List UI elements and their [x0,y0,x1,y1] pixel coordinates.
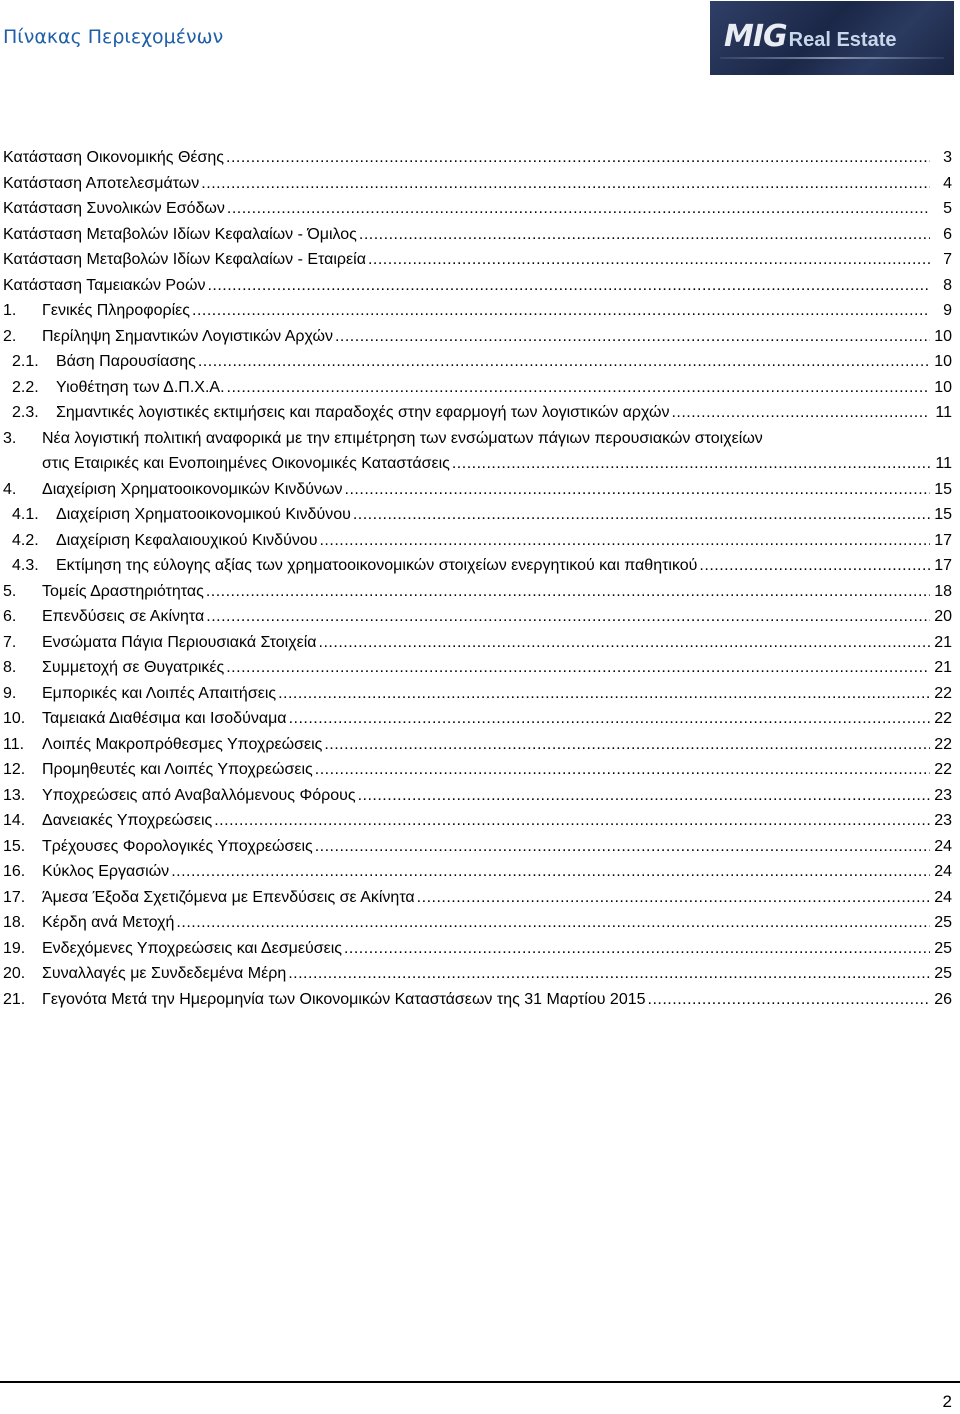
toc-leader-dots [192,298,930,324]
toc-entry[interactable] [0,553,960,579]
toc-entry-page: 6 [943,225,952,243]
toc-entry-number: 7. [3,633,17,651]
toc-entry-page: 11 [935,455,952,472]
toc-leader-dots [315,834,930,860]
toc-entry-page: 22 [934,761,952,778]
toc-entry-number: 15. [3,837,26,855]
toc-leader-dots [319,630,930,656]
toc-entry[interactable] [0,196,960,222]
toc-entry-number: 17. [3,888,26,906]
toc-leader-dots [288,961,930,987]
toc-entry[interactable] [0,910,960,936]
toc-leader-dots [353,502,930,528]
toc-entry-page: 25 [934,939,952,957]
toc-entry[interactable] [0,477,960,503]
toc-entry-page: 7 [943,251,952,268]
toc-entry-title: Κατάσταση Ταμειακών Ροών [3,276,206,294]
toc-leader-dots [278,681,930,707]
table-of-contents [0,145,960,1012]
toc-entry-number: 12. [3,761,26,778]
toc-entry-page: 18 [934,582,952,600]
toc-leader-dots [315,757,930,783]
toc-leader-dots [359,222,930,248]
toc-entry[interactable] [0,706,960,732]
toc-leader-dots [207,273,930,299]
toc-entry-title: Συναλλαγές με Συνδεδεμένα Μέρη [42,965,287,982]
toc-entry-title: Άμεσα Έξοδα Σχετιζόμενα με Επενδύσεις σε Ακίνητα [42,888,415,906]
logo-text-main: MIG [724,19,787,54]
toc-entry-number: 4.3. [12,557,39,574]
toc-entry-page: 5 [943,200,952,217]
toc-entry-title: Σημαντικές λογιστικές εκτιμήσεις και παραδοχές στην εφαρμογή των λογιστικών αρχών [56,404,670,421]
toc-entry-page: 22 [934,684,952,702]
toc-entry-page: 11 [935,404,952,421]
toc-entry[interactable] [0,298,960,324]
toc-entry-page: 9 [943,302,952,319]
toc-entry-number: 18. [3,914,26,931]
toc-entry-title: Νέα λογιστική πολιτική αναφορικά με την επιμέτρηση των ενσώματων πάγιων περουσιακών στοιχείων [42,429,763,447]
toc-entry[interactable] [0,808,960,834]
toc-entry-title: Κατάσταση Οικονομικής Θέσης [3,149,224,166]
toc-entry-title: Υιοθέτηση των Δ.Π.Χ.Α. [56,378,225,396]
toc-leader-dots [227,196,930,222]
toc-entry-page: 26 [934,990,952,1008]
toc-entry-title: Επενδύσεις σε Ακίνητα [42,608,205,625]
toc-entry-page: 22 [934,710,952,727]
toc-entry-title: Ταμειακά Διαθέσιμα και Ισοδύναμα [42,710,287,727]
toc-entry-number: 4.1. [12,506,39,523]
toc-entry-number: 8. [3,659,17,676]
toc-entry-title: Γεγονότα Μετά την Ημερομηνία των Οικονομικών Καταστάσεων της 31 Μαρτίου 2015 [42,990,646,1008]
toc-entry[interactable] [0,171,960,197]
toc-entry-page: 25 [934,965,952,982]
toc-entry-page: 25 [934,914,952,931]
toc-entry-number: 21. [3,990,26,1008]
toc-entry-number: 4. [3,480,17,498]
toc-entry-page: 23 [934,812,952,829]
footer-divider [0,1381,960,1383]
toc-entry[interactable] [0,630,960,656]
toc-entry-page: 21 [934,659,952,676]
toc-entry-number: 2.3. [12,404,39,421]
toc-leader-dots [324,732,930,758]
toc-entry-title: Υποχρεώσεις από Αναβαλλόμενους Φόρους [42,786,356,804]
toc-entry[interactable] [0,783,960,809]
toc-entry-title: Κύκλος Εργασιών [42,863,170,880]
page-number: 2 [942,1392,952,1411]
toc-entry-title: Κατάσταση Μεταβολών Ιδίων Κεφαλαίων - Όμιλος [3,225,357,243]
toc-entry[interactable] [0,426,960,477]
toc-leader-dots [198,349,930,375]
toc-entry-title: Προμηθευτές και Λοιπές Υποχρεώσεις [42,761,313,778]
toc-entry[interactable] [0,961,960,987]
toc-entry-number: 4.2. [12,531,39,549]
toc-leader-dots [206,604,930,630]
toc-entry-title: Διαχείριση Χρηματοοικονομικού Κινδύνου [56,506,351,523]
toc-entry-number: 11. [3,735,25,753]
toc-leader-dots [345,477,930,503]
toc-entry-number: 9. [3,684,17,702]
toc-entry[interactable] [0,757,960,783]
toc-entry[interactable] [0,273,960,299]
toc-leader-dots [226,145,930,171]
toc-entry-title: Κατάσταση Αποτελεσμάτων [3,174,200,192]
toc-entry[interactable] [0,349,960,375]
toc-entry-page: 21 [934,633,952,651]
toc-entry[interactable] [0,936,960,962]
toc-entry-page: 15 [934,506,952,523]
toc-entry-page: 23 [934,786,952,804]
toc-entry-number: 1. [3,302,17,319]
toc-entry-page: 10 [934,378,952,396]
toc-entry[interactable] [0,579,960,605]
toc-entry-title: Συμμετοχή σε Θυγατρικές [42,659,225,676]
toc-leader-dots [648,987,930,1013]
toc-leader-dots [699,553,930,579]
toc-entry-page: 24 [934,888,952,906]
toc-leader-dots [226,655,930,681]
toc-entry[interactable] [0,145,960,171]
toc-entry[interactable] [0,502,960,528]
toc-entry-number: 16. [3,863,26,880]
toc-entry-number: 20. [3,965,26,982]
toc-entry-title: Βάση Παρουσίασης [56,353,196,370]
toc-entry[interactable] [0,732,960,758]
toc-entry-title: Εκτίμηση της εύλογης αξίας των χρηματοοικονομικών στοιχείων ενεργητικού και παθητικού [56,557,698,574]
toc-entry-page: 8 [943,276,952,294]
toc-entry-title: Τρέχουσες Φορολογικές Υποχρεώσεις [42,837,313,855]
toc-entry-page: 4 [943,174,952,192]
toc-entry-page: 24 [934,837,952,855]
toc-entry-page: 17 [934,531,952,549]
toc-entry-title: Τομείς Δραστηριότητας [42,582,204,600]
toc-entry-page: 22 [934,735,952,753]
toc-entry-number: 2.2. [12,378,39,396]
toc-entry[interactable] [0,400,960,426]
toc-entry-page: 17 [934,557,952,574]
toc-entry-page: 10 [934,353,952,370]
toc-entry-title: Κέρδη ανά Μετοχή [42,914,175,931]
toc-entry-title: Διαχείριση Χρηματοοικονομικών Κινδύνων [42,480,343,498]
toc-leader-dots [227,375,930,401]
toc-leader-dots [214,808,930,834]
toc-entry[interactable] [0,604,960,630]
toc-leader-dots [452,451,930,477]
toc-entry-title: Δανειακές Υποχρεώσεις [42,812,213,829]
toc-entry[interactable] [0,528,960,554]
toc-entry-number: 13. [3,786,26,804]
toc-entry-title: Διαχείριση Κεφαλαιουχικού Κινδύνου [56,531,318,549]
toc-leader-dots [358,783,930,809]
toc-leader-dots [206,579,930,605]
toc-entry-title: Ενσώματα Πάγια Περιουσιακά Στοιχεία [42,633,317,651]
toc-leader-dots [417,885,930,911]
company-logo [710,1,954,75]
toc-entry-number: 3. [3,429,17,447]
toc-entry[interactable] [0,859,960,885]
toc-entry[interactable] [0,987,960,1013]
toc-entry-title: Εμπορικές και Λοιπές Απαιτήσεις [42,684,277,702]
toc-entry-title-continued: στις Εταιρικές και Ενοποιημένες Οικονομικές Καταστάσεις [42,455,450,472]
toc-leader-dots [319,528,930,554]
toc-leader-dots [176,910,930,936]
toc-entry[interactable] [0,247,960,273]
toc-entry-title: Περίληψη Σημαντικών Λογιστικών Αρχών [42,327,333,345]
toc-entry-page: 15 [934,480,952,498]
toc-entry-title: Κατάσταση Μεταβολών Ιδίων Κεφαλαίων - Εταιρεία [3,251,366,268]
toc-entry[interactable] [0,222,960,248]
toc-entry-number: 10. [3,710,26,727]
toc-entry-title: Λοιπές Μακροπρόθεσμες Υποχρεώσεις [42,735,323,753]
page-title: Πίνακας Περιεχομένων [3,26,224,48]
toc-entry-title: Ενδεχόμενες Υποχρεώσεις και Δεσμεύσεις [42,939,342,957]
toc-entry-number: 6. [3,608,17,625]
toc-entry[interactable] [0,885,960,911]
toc-leader-dots [368,247,930,273]
toc-entry[interactable] [0,655,960,681]
toc-entry[interactable] [0,681,960,707]
toc-entry-number: 14. [3,812,26,829]
toc-entry[interactable] [0,375,960,401]
toc-entry-number: 5. [3,582,17,600]
toc-entry-title: Γενικές Πληροφορίες [42,302,191,319]
toc-leader-dots [289,706,930,732]
toc-leader-dots [171,859,930,885]
toc-entry-page: 3 [943,149,952,166]
toc-entry-number: 2. [3,327,17,345]
toc-leader-dots [344,936,930,962]
toc-entry[interactable] [0,834,960,860]
toc-leader-dots [201,171,930,197]
toc-leader-dots [335,324,930,350]
toc-entry-number: 2.1. [12,353,39,370]
logo-divider [720,57,944,59]
toc-entry-title: Κατάσταση Συνολικών Εσόδων [3,200,225,217]
toc-entry-page: 10 [934,327,952,345]
toc-leader-dots [671,400,930,426]
toc-entry[interactable] [0,324,960,350]
toc-entry-page: 24 [934,863,952,880]
logo-text-sub: Real Estate [788,29,897,51]
toc-entry-number: 19. [3,939,26,957]
toc-entry-page: 20 [934,608,952,625]
